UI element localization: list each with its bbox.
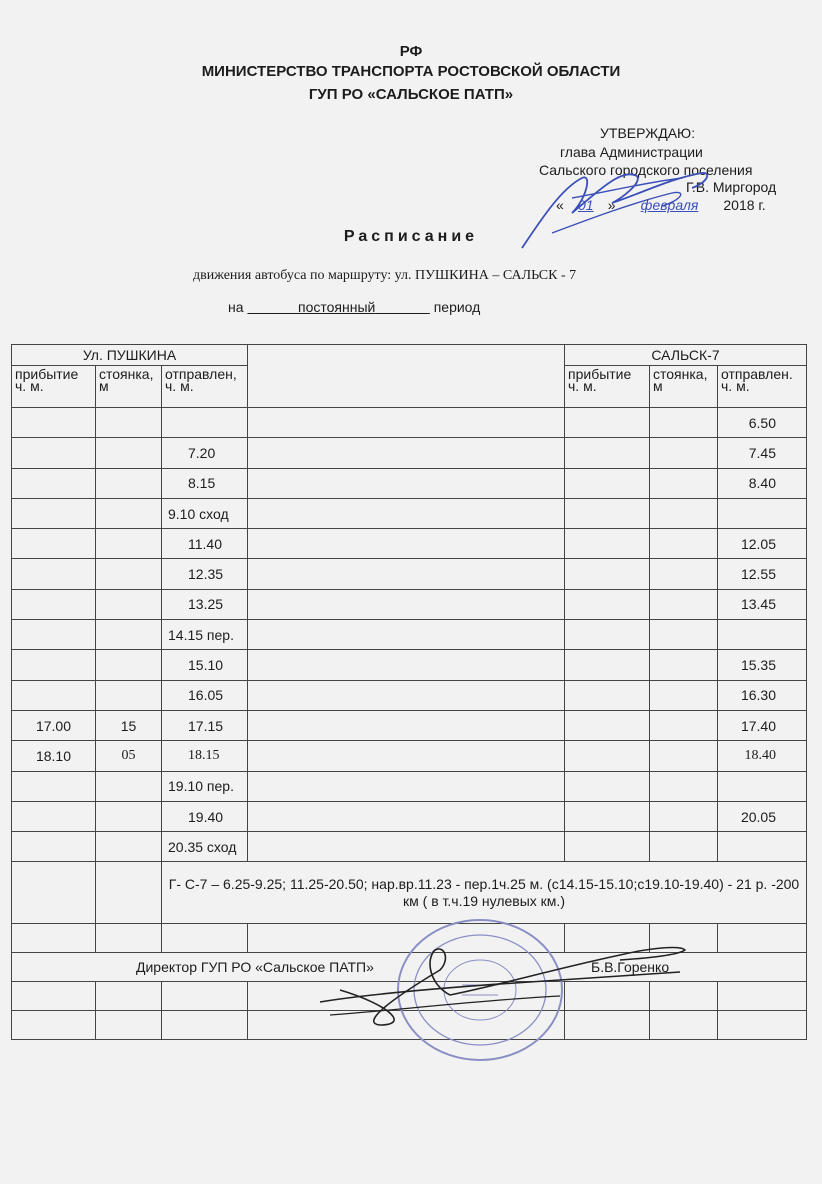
arr-cell [12,801,96,831]
arr-cell [12,529,96,559]
stop-cell [96,559,162,589]
r-stop-cell [650,589,718,619]
right-stop-header: САЛЬСК-7 [565,345,807,366]
left-col-stay: стоянка, м [96,366,162,408]
date-year: 2018 г. [723,197,766,213]
r-stop-cell [650,741,718,771]
dep-cell: 20.35 сход [162,832,248,862]
dep-cell: 8.15 [162,468,248,498]
r-stop-cell [650,680,718,710]
period-value [247,299,429,315]
r-stop-cell [650,650,718,680]
director-label: Директор ГУП РО «Сальское ПАТП» [136,959,374,976]
note-empty-2 [96,862,162,924]
approval-line2: Сальского городского поселения [539,162,753,178]
stop-cell [96,408,162,438]
r-arr-cell [565,529,650,559]
date-day: 01 [578,197,594,213]
arr-cell [12,408,96,438]
schedule-row [12,741,807,771]
dep-cell: 19.40 [162,801,248,831]
date-month: февраля [640,197,699,213]
blank-cell [248,680,565,710]
stop-cell [96,650,162,680]
schedule-row [12,832,807,862]
schedule-row [12,408,807,438]
blank-cell [248,408,565,438]
blank-cell [248,771,565,801]
schedule-row [12,680,807,710]
dep-cell: 7.20 [162,438,248,468]
schedule-row [12,589,807,619]
period-suffix: период [433,299,481,315]
stop-cell: 05 [96,741,162,771]
arr-cell [12,650,96,680]
director-name: Б.В.Горенко [591,959,670,976]
blank-cell [248,468,565,498]
r-stop-cell [650,498,718,528]
r-stop-cell [650,832,718,862]
r-arr-cell [565,408,650,438]
right-col-arrival: прибытие ч. м. [565,366,650,408]
document-title: Расписание [343,228,479,245]
approval-line1: глава Администрации [560,144,703,160]
dep-cell: 16.05 [162,680,248,710]
schedule-row [12,650,807,680]
schedule-row [12,438,807,468]
stop-cell: 15 [96,710,162,740]
arr-cell [12,832,96,862]
schedule-row [12,468,807,498]
r-dep-cell: 20.05 [718,801,807,831]
stop-cell [96,529,162,559]
blank-cell [248,529,565,559]
r-arr-cell [565,801,650,831]
dep-cell: 12.35 [162,559,248,589]
stop-cell [96,438,162,468]
arr-cell [12,620,96,650]
dep-cell: 9.10 сход [162,498,248,528]
schedule-row [12,559,807,589]
r-stop-cell [650,771,718,801]
director-signature [300,930,700,1035]
r-dep-cell [718,771,807,801]
dep-cell: 18.15 [162,741,248,771]
stop-cell [96,771,162,801]
r-arr-cell [565,741,650,771]
approval-label: УТВЕРЖДАЮ: [600,125,696,141]
arr-cell [12,498,96,528]
header-company: ГУП РО «САЛЬСКОЕ ПАТП» [308,86,514,103]
dep-cell: 17.15 [162,710,248,740]
r-stop-cell [650,408,718,438]
right-col-depart: отправлен. ч. м. [718,366,807,408]
stop-cell [96,680,162,710]
r-dep-cell: 12.55 [718,559,807,589]
r-arr-cell [565,680,650,710]
arr-cell [12,438,96,468]
r-dep-cell: 12.05 [718,529,807,559]
note-text: Г- С-7 – 6.25-9.25; 11.25-20.50; нар.вр.11.23 - пер.1ч.25 м. (с14.15-15.10;с19.10-19.40) - 21 р. -200 км ( в т.ч.19 нулевых км.) [162,862,807,924]
r-dep-cell: 18.40 [718,741,807,771]
blank-cell [248,589,565,619]
schedule-row [12,620,807,650]
dep-cell: 14.15 пер. [162,620,248,650]
r-arr-cell [565,832,650,862]
blank-cell [248,438,565,468]
blank-header-cell [248,345,565,408]
stop-cell [96,589,162,619]
dep-cell: 13.25 [162,589,248,619]
stop-cell [96,620,162,650]
r-dep-cell [718,832,807,862]
r-arr-cell [565,650,650,680]
dep-cell: 11.40 [162,529,248,559]
right-col-stay: стоянка, м [650,366,718,408]
r-arr-cell [565,589,650,619]
r-dep-cell: 17.40 [718,710,807,740]
r-stop-cell [650,438,718,468]
blank-cell [248,650,565,680]
date-open-quote: « [556,197,564,213]
r-stop-cell [650,529,718,559]
r-dep-cell [718,498,807,528]
dep-cell [162,408,248,438]
r-stop-cell [650,559,718,589]
date-close-quote: » [607,197,616,213]
r-dep-cell: 15.35 [718,650,807,680]
r-arr-cell [565,438,650,468]
blank-cell [248,498,565,528]
stop-cell [96,832,162,862]
r-dep-cell: 13.45 [718,589,807,619]
r-arr-cell [565,620,650,650]
stop-cell [96,468,162,498]
r-stop-cell [650,468,718,498]
arr-cell: 18.10 [12,741,96,771]
period-line [228,299,480,315]
schedule-row [12,771,807,801]
arr-cell [12,468,96,498]
r-arr-cell [565,710,650,740]
stop-cell [96,498,162,528]
route-line: движения автобуса по маршруту: ул. ПУШКИНА – САЛЬСК - 7 [193,268,577,283]
r-dep-cell: 6.50 [718,408,807,438]
dep-cell: 15.10 [162,650,248,680]
r-stop-cell [650,620,718,650]
r-arr-cell [565,559,650,589]
arr-cell [12,771,96,801]
r-dep-cell: 8.40 [718,468,807,498]
blank-cell [248,801,565,831]
blank-cell [248,741,565,771]
left-col-arrival: прибытие ч. м. [12,366,96,408]
note-empty-1 [12,862,96,924]
schedule-row [12,498,807,528]
blank-cell [248,710,565,740]
blank-cell [248,832,565,862]
arr-cell [12,680,96,710]
r-arr-cell [565,771,650,801]
arr-cell [12,589,96,619]
blank-cell [248,559,565,589]
schedule-row [12,801,807,831]
header-row-stops [12,345,807,366]
approval-signer: Г.В. Миргород [686,179,777,195]
period-value-text: постоянный [298,299,376,315]
r-dep-cell: 16.30 [718,680,807,710]
r-arr-cell [565,498,650,528]
r-arr-cell [565,468,650,498]
stop-cell [96,801,162,831]
r-stop-cell [650,801,718,831]
dep-cell: 19.10 пер. [162,771,248,801]
r-stop-cell [650,710,718,740]
arr-cell [12,559,96,589]
schedule-row [12,710,807,740]
r-dep-cell: 7.45 [718,438,807,468]
left-stop-header: Ул. ПУШКИНА [12,345,248,366]
header-country: РФ [399,43,423,60]
arr-cell: 17.00 [12,710,96,740]
period-prefix: на [228,299,244,315]
left-col-depart: отправлен, ч. м. [162,366,248,408]
blank-cell [248,620,565,650]
schedule-row [12,529,807,559]
header-ministry: МИНИСТЕРСТВО ТРАНСПОРТА РОСТОВСКОЙ ОБЛАСТИ [201,63,621,80]
r-dep-cell [718,620,807,650]
